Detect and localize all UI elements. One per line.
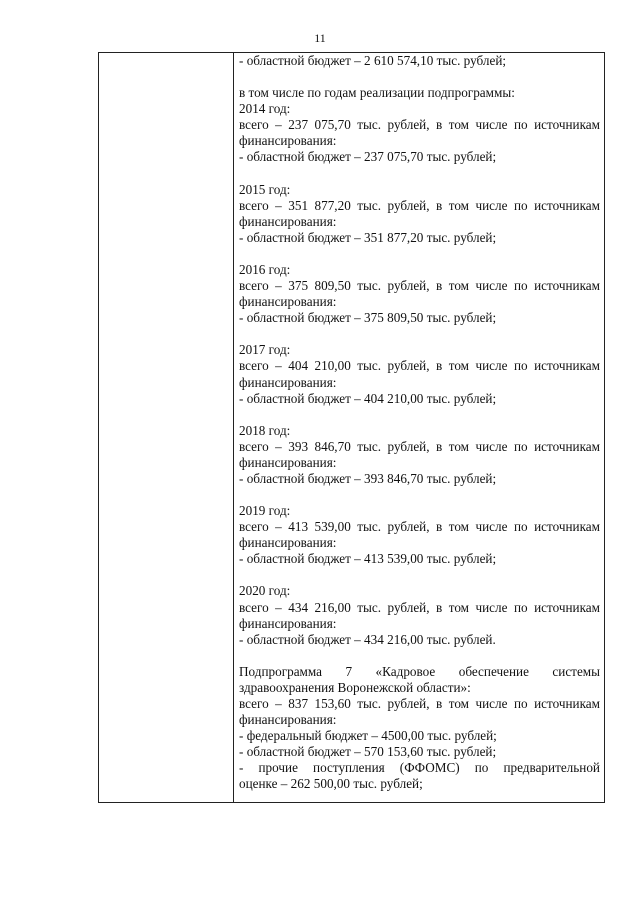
subprogram-7-title-cont: здравоохранения Воронежской области»: xyxy=(239,679,471,695)
year-2016-heading: 2016 год: xyxy=(239,261,291,277)
year-2014-financing: финансирования: xyxy=(239,133,337,149)
year-2017-heading: 2017 год: xyxy=(239,342,291,358)
subprogram-7-regional: - областной бюджет – 570 153,60 тыс. рублей; xyxy=(239,744,497,760)
subprogram-7-financing: финансирования: xyxy=(239,712,337,728)
year-2014-regional: - областной бюджет – 237 075,70 тыс. рублей; xyxy=(239,149,497,165)
year-2015-financing: финансирования: xyxy=(239,213,337,229)
by-years-intro: в том числе по годам реализации подпрограммы: xyxy=(239,85,515,101)
content-cell xyxy=(234,53,605,803)
year-2018-financing: финансирования: xyxy=(239,454,337,470)
year-2015-heading: 2015 год: xyxy=(239,181,291,197)
subprogram-7-total: всего – 837 153,60 тыс. рублей, в том числе по источникам xyxy=(239,696,600,711)
year-2019-financing: финансирования: xyxy=(239,535,337,551)
year-2015-total: всего – 351 877,20 тыс. рублей, в том числе по источникам xyxy=(239,197,600,213)
year-2016-financing: финансирования: xyxy=(239,294,337,310)
year-2018-heading: 2018 год: xyxy=(239,422,291,438)
label-cell xyxy=(99,53,234,803)
subprogram-7-title: Подпрограмма 7 «Кадровое обеспечение системы xyxy=(239,663,600,679)
year-2014-heading: 2014 год: xyxy=(239,101,291,117)
year-2020-financing: финансирования: xyxy=(239,615,337,631)
year-2019-regional: - областной бюджет – 413 539,00 тыс. рублей; xyxy=(239,551,497,567)
year-2019-total: всего – 413 539,00 тыс. рублей, в том числе по источникам xyxy=(239,519,600,535)
subprogram-7-federal: - федеральный бюджет – 4500,00 тыс. рублей; xyxy=(239,728,497,744)
year-2014-total: всего – 237 075,70 тыс. рублей, в том числе по источникам xyxy=(239,117,600,133)
year-2020-total: всего – 434 216,00 тыс. рублей, в том числе по источникам xyxy=(239,599,600,615)
program-passport-table xyxy=(98,52,605,803)
year-2018-regional: - областной бюджет – 393 846,70 тыс. рублей; xyxy=(239,470,497,486)
year-2017-financing: финансирования: xyxy=(239,374,337,390)
year-2016-total: всего – 375 809,50 тыс. рублей, в том числе по источникам xyxy=(239,278,600,294)
year-2017-regional: - областной бюджет – 404 210,00 тыс. рублей; xyxy=(239,390,497,406)
year-2020-heading: 2020 год: xyxy=(239,583,291,599)
subprogram-7-other-cont: оценке – 262 500,00 тыс. рублей; xyxy=(239,776,423,792)
year-2015-regional: - областной бюджет – 351 877,20 тыс. рублей; xyxy=(239,229,497,245)
year-2019-heading: 2019 год: xyxy=(239,503,291,519)
page-number: 11 xyxy=(314,31,326,45)
funding-text xyxy=(239,53,600,793)
subprogram-7-other: - прочие поступления (ФФОМС) по предварительной xyxy=(239,760,600,776)
year-2020-regional: - областной бюджет – 434 216,00 тыс. рублей. xyxy=(239,631,496,647)
year-2016-regional: - областной бюджет – 375 809,50 тыс. рублей; xyxy=(239,310,497,326)
table-row xyxy=(99,53,605,803)
year-2017-total: всего – 404 210,00 тыс. рублей, в том числе по источникам xyxy=(239,358,600,374)
year-2018-total: всего – 393 846,70 тыс. рублей, в том числе по источникам xyxy=(239,438,600,454)
regional-budget-total-line: - областной бюджет – 2 610 574,10 тыс. рублей; xyxy=(239,53,507,68)
